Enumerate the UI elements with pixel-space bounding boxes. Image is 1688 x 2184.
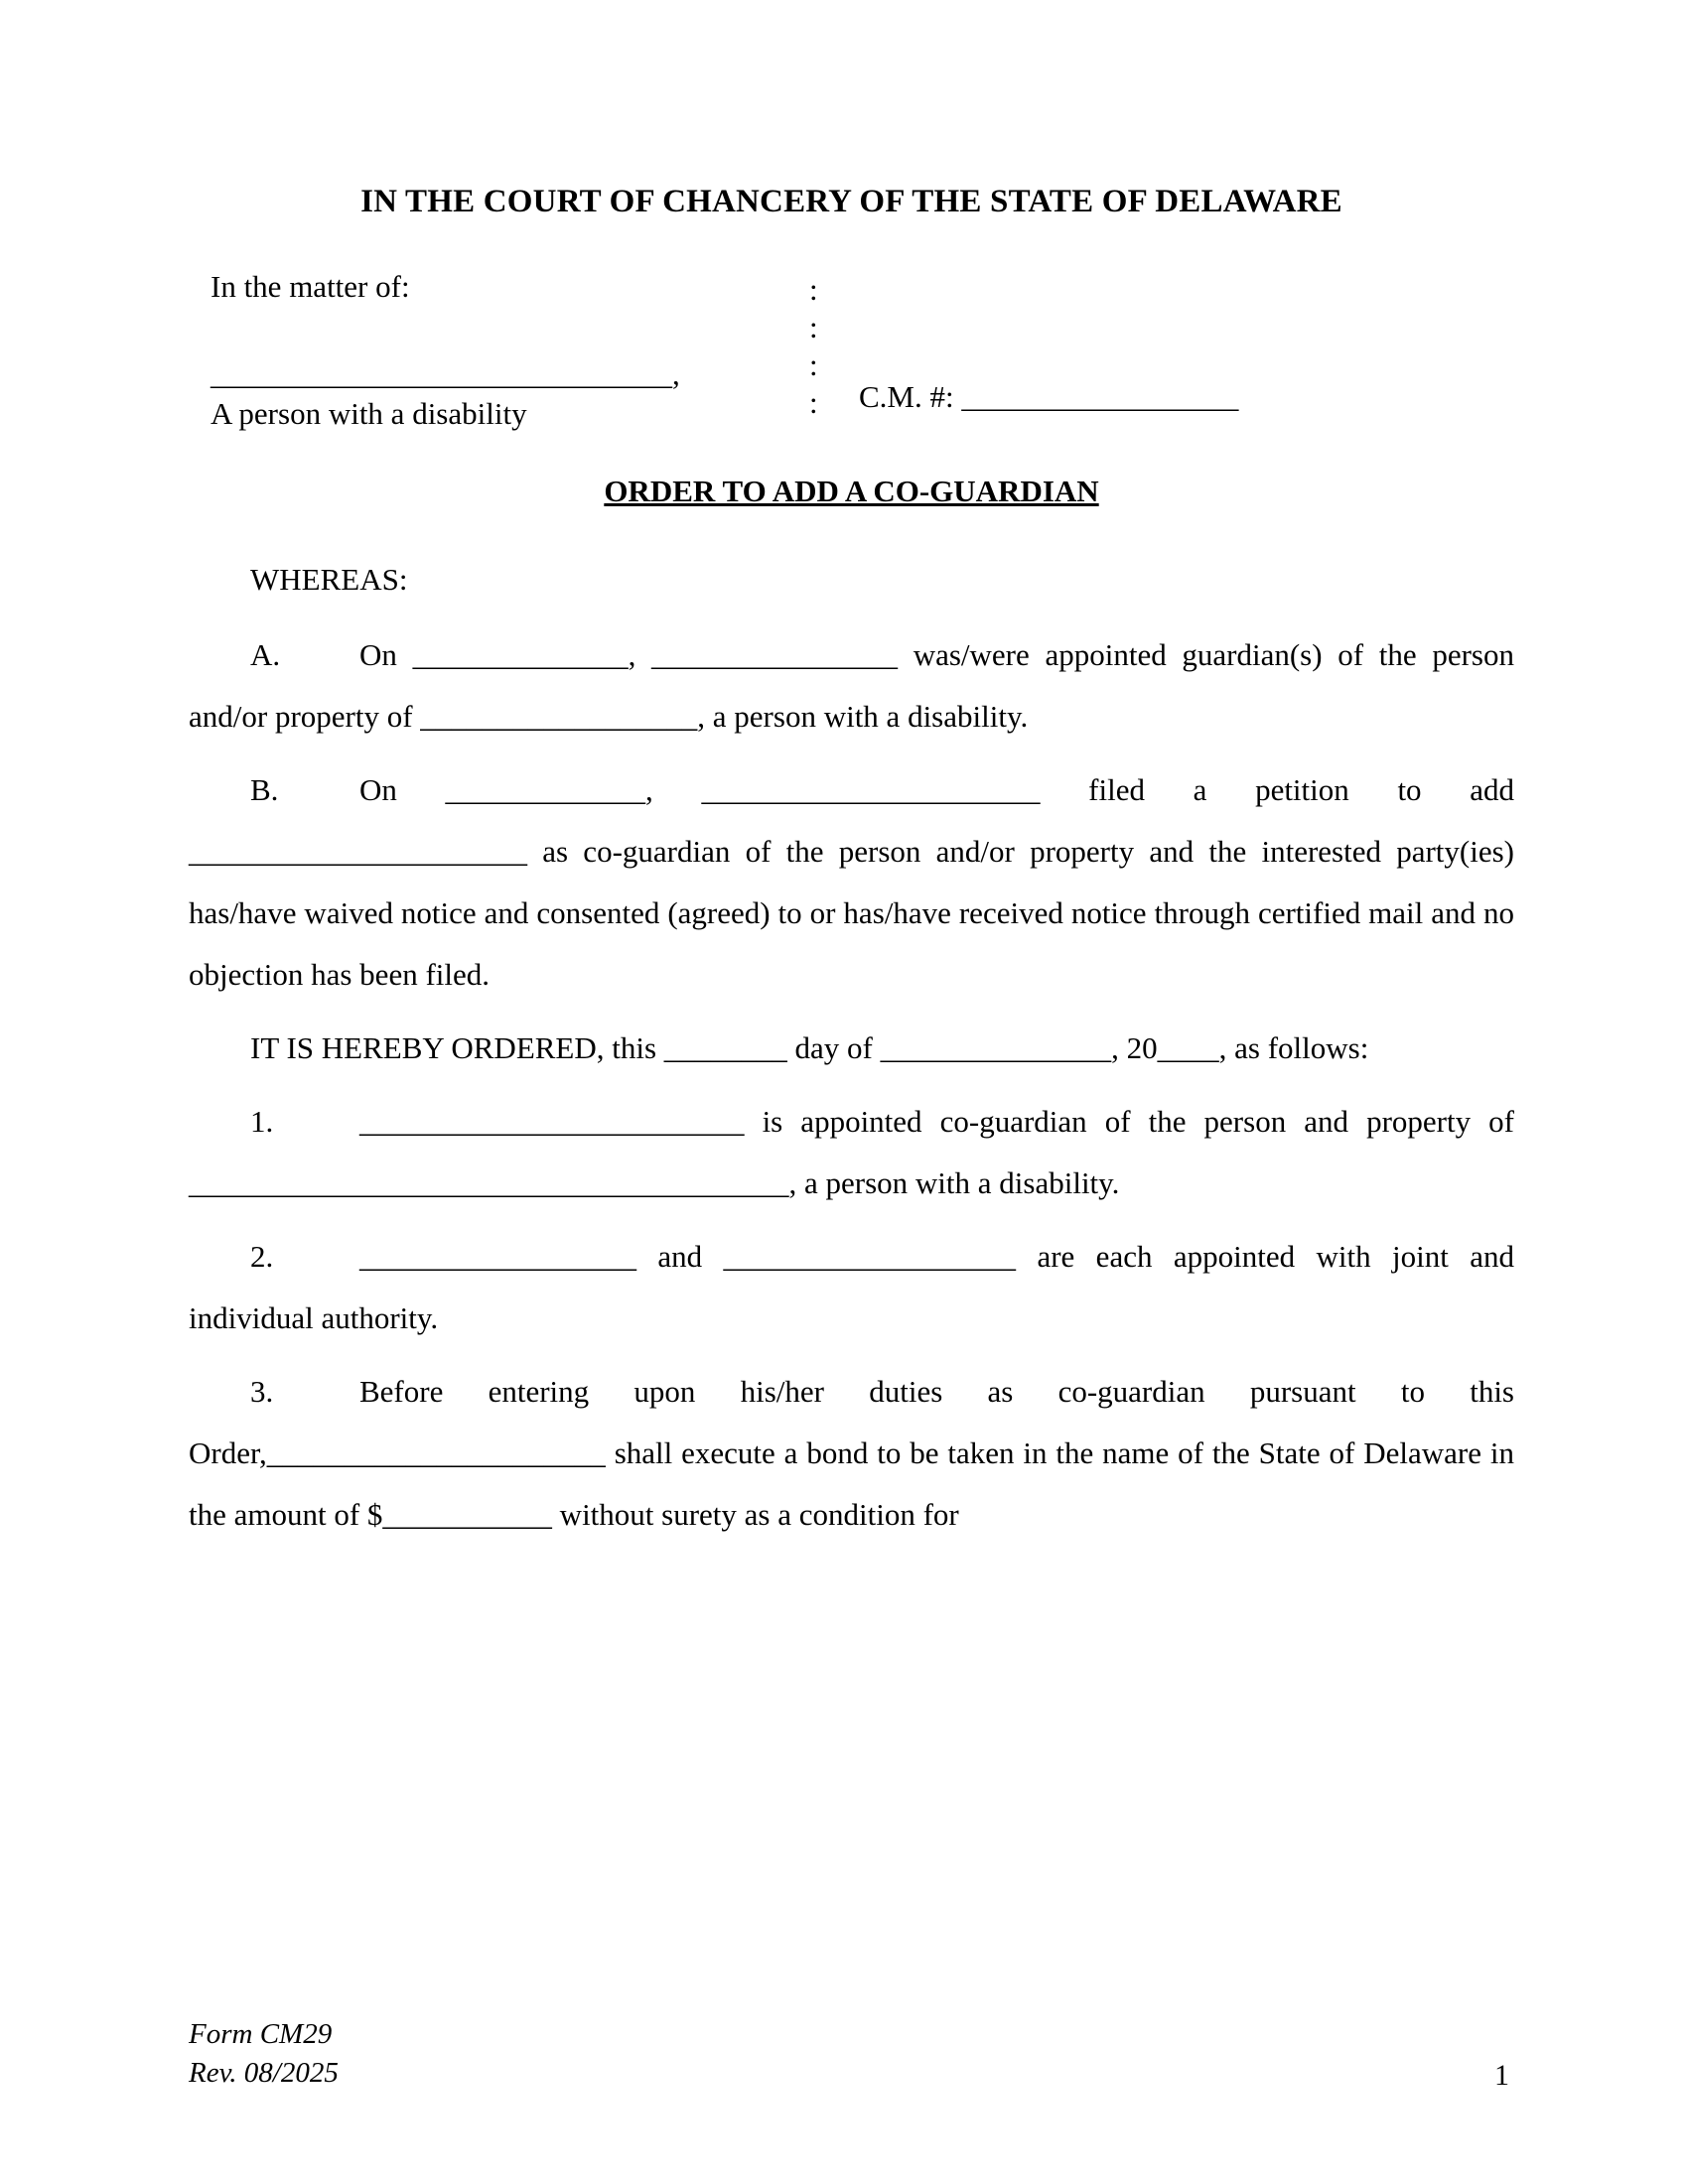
ordered-text: IT IS HEREBY ORDERED, this ________ day of _______________, 20____, as follows:	[250, 1030, 1369, 1065]
page-number: 1	[1494, 2059, 1509, 2092]
cm-number-label: C.M. #:	[859, 379, 954, 414]
party-name-blank: ______________________________,	[211, 356, 680, 392]
item-2-text: __________________ and ___________________ are each appointed with joint and individual authority.	[189, 1239, 1514, 1335]
paragraph-b	[189, 759, 1514, 1006]
numbered-item-2	[189, 1226, 1514, 1349]
item-1-text: _________________________ is appointed co-guardian of the person and property of _______________________________________, a person with a disability.	[189, 1104, 1514, 1200]
item-1-label: 1.	[250, 1104, 274, 1139]
numbered-item-1	[189, 1091, 1514, 1214]
caption-colon-column	[809, 270, 818, 421]
paragraph-a-text: On ______________, ________________ was/were appointed guardian(s) of the person and/or property of __________________, a person with a disability.	[189, 637, 1514, 734]
caption-colon-1: :	[809, 272, 818, 307]
cm-number-field	[859, 379, 1238, 415]
paragraph-b-label: B.	[250, 772, 279, 807]
form-number: Form CM29	[189, 2017, 333, 2050]
footer-form-info	[189, 2015, 339, 2093]
item-2-label: 2.	[250, 1239, 274, 1274]
caption-colon-2: :	[809, 310, 818, 344]
in-the-matter-of-label: In the matter of:	[211, 269, 410, 304]
court-title: IN THE COURT OF CHANCERY OF THE STATE OF DELAWARE	[360, 184, 1342, 219]
paragraph-a	[189, 624, 1514, 748]
caption-left-column	[211, 268, 767, 432]
person-with-disability-label: A person with a disability	[211, 396, 527, 432]
whereas-label: WHEREAS:	[250, 562, 408, 597]
item-3-text: Before entering upon his/her duties as co-guardian pursuant to this Order,______________________ shall execute a bond to be taken in the name of the State of Delaware in the amount of $___________ without surety as a condition for	[189, 1374, 1514, 1532]
cm-number-blank: __________________	[961, 379, 1239, 414]
paragraph-a-label: A.	[250, 637, 281, 672]
caption-colon-3: :	[809, 347, 818, 382]
numbered-item-3	[189, 1361, 1514, 1546]
item-3-label: 3.	[250, 1374, 274, 1409]
caption-colon-4: :	[809, 385, 818, 420]
case-caption	[189, 268, 1514, 452]
paragraph-b-text: On _____________, ______________________ filed a petition to add ______________________ as co-guardian of the person and/or property and the interested party(ies) has/have waived notice and consented (agreed) to or has/have received notice through certified mail and no objection has been filed.	[189, 772, 1514, 992]
ordered-paragraph	[189, 1018, 1514, 1079]
order-title: ORDER TO ADD A CO-GUARDIAN	[604, 474, 1099, 508]
form-revision: Rev. 08/2025	[189, 2056, 339, 2089]
